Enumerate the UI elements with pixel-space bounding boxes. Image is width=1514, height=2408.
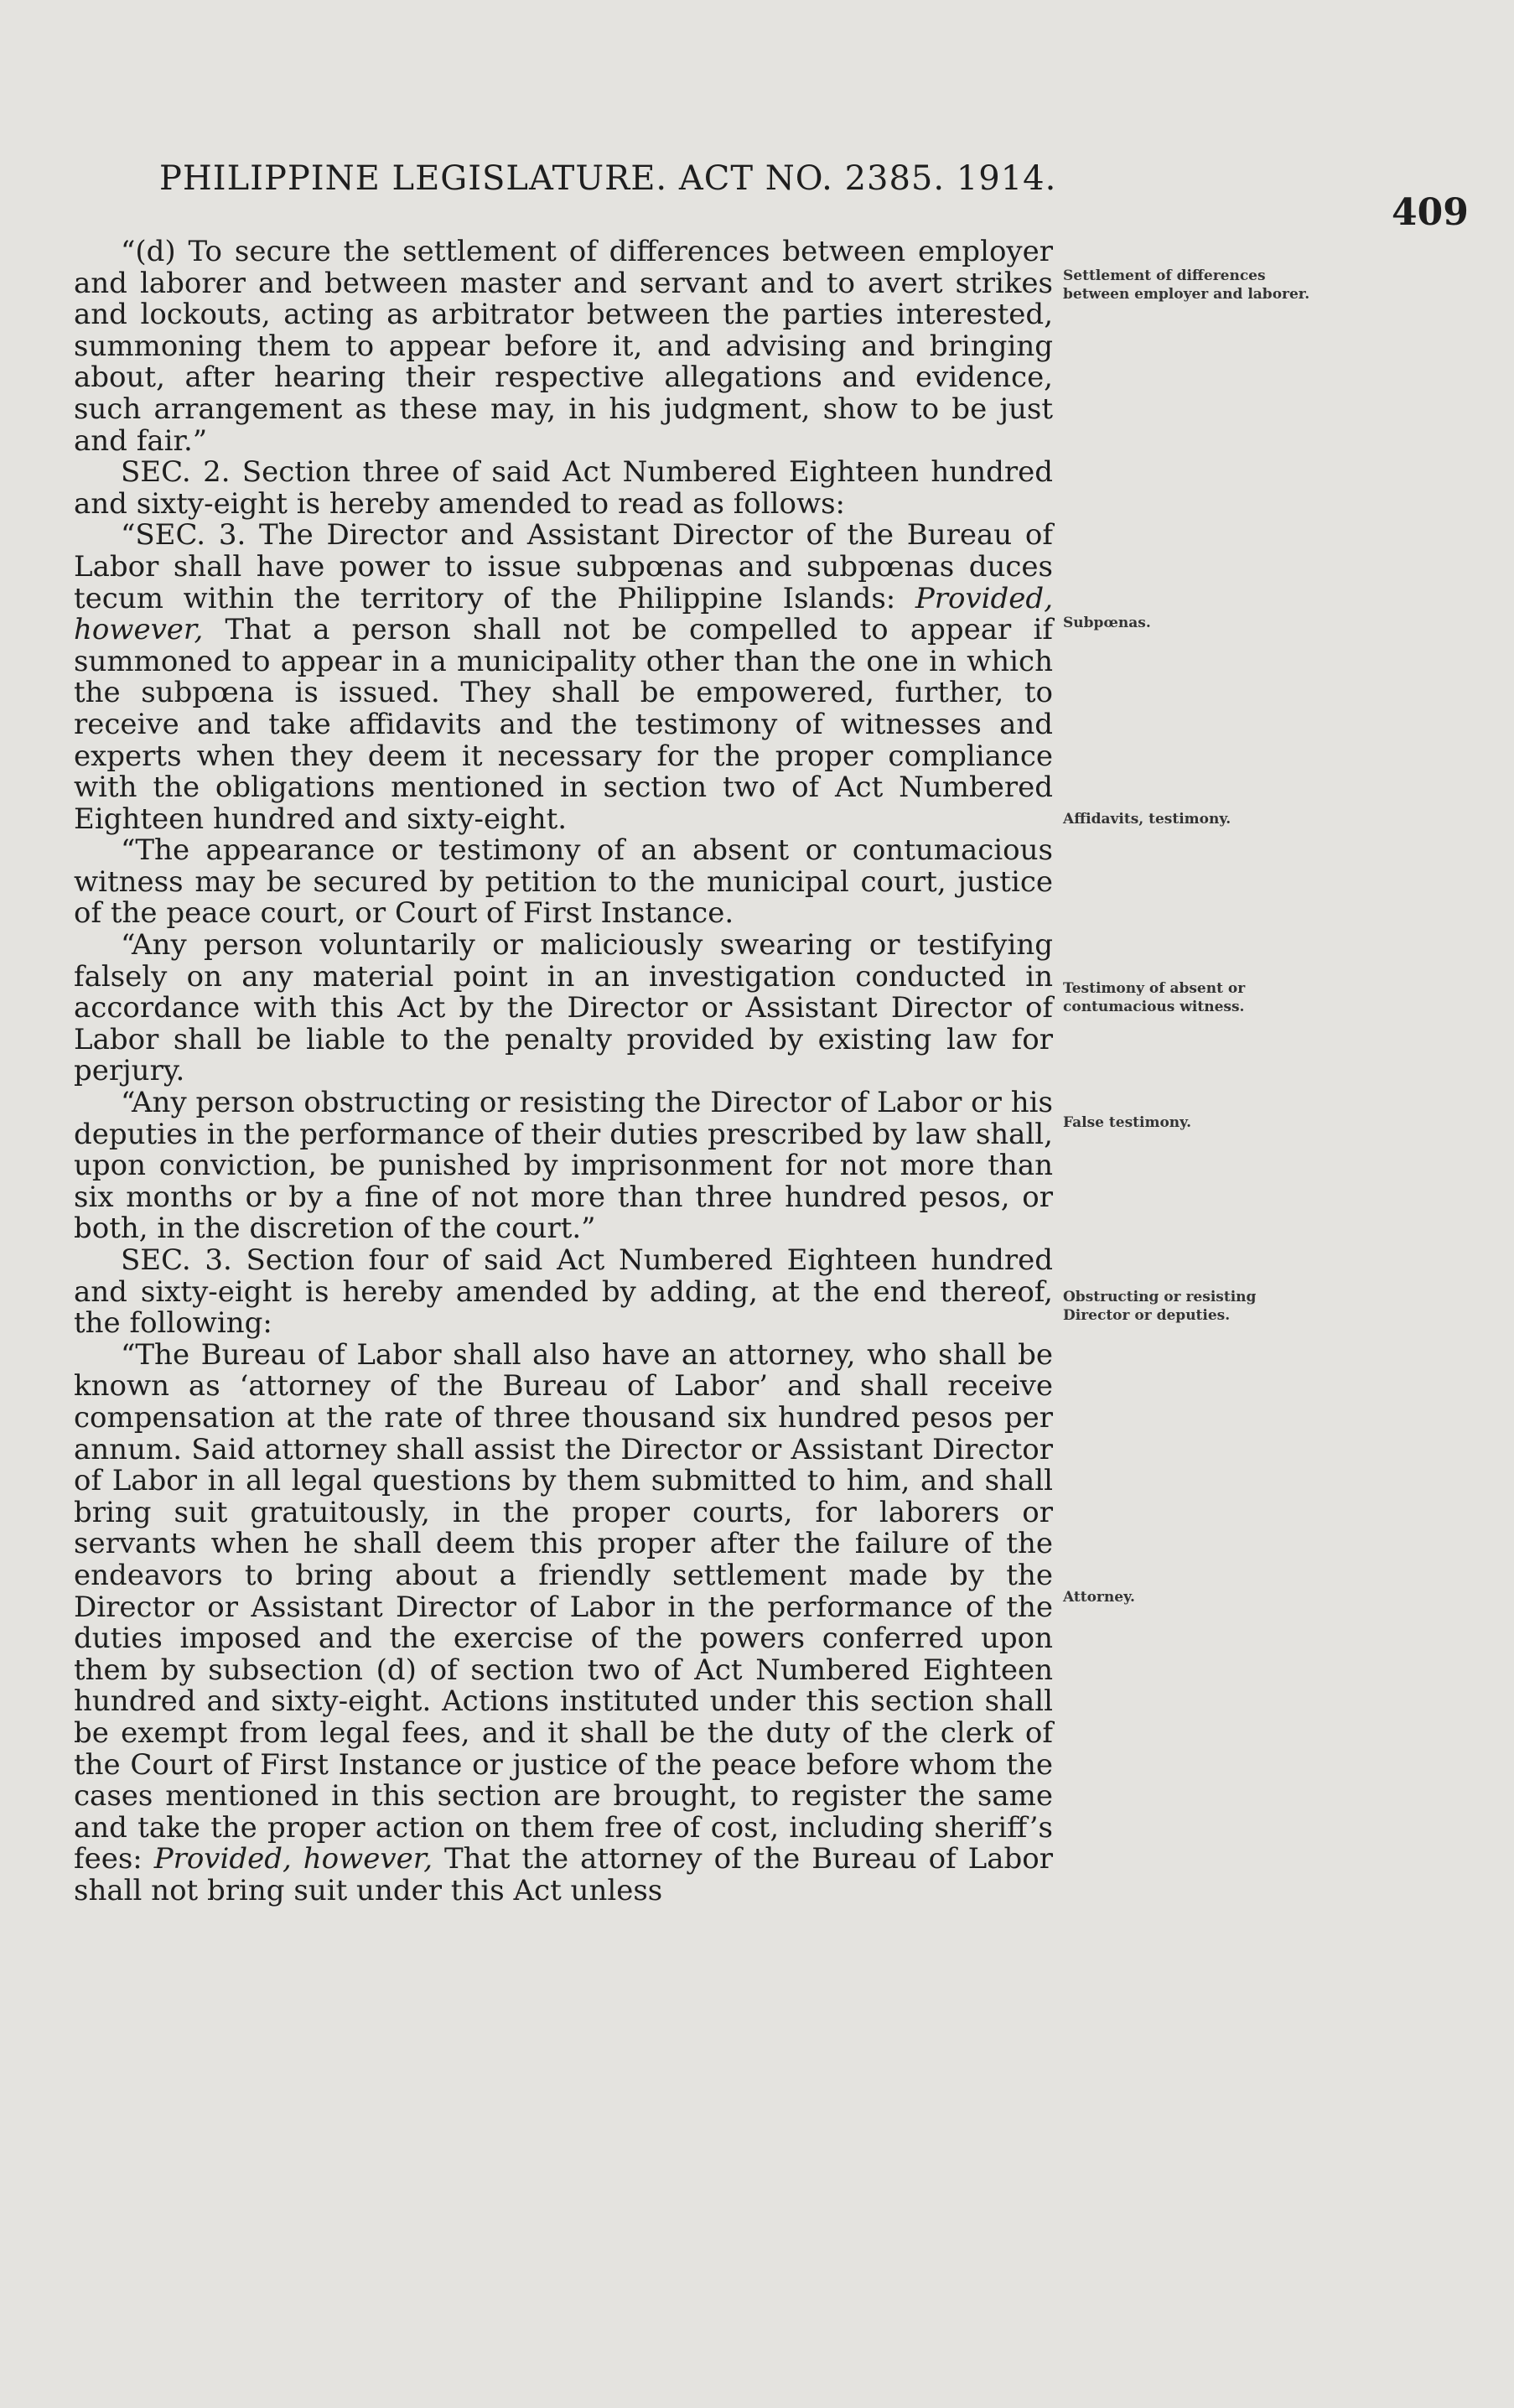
margin-note-affidavits: Affidavits, testimony.	[1063, 811, 1231, 828]
body-text	[74, 236, 1053, 1907]
paragraph-subsection-d: “(d) To secure the settlement of differences between employer and laborer and between master and servant and to avert strikes and lockouts, acting as arbitrator between the parties interested, summoning them to appear before it, and advising and bringing about, after hearing their respective allegations and evidence, such arrangement as these may, in his judgment, show to be just and fair.”	[74, 235, 1053, 458]
text-run: That the attorney of the Bureau of Labor shall not bring suit under this Act unless	[74, 1842, 1053, 1907]
proviso-italic: Provided, however,	[153, 1842, 433, 1876]
margin-note-false-testimony: False testimony.	[1063, 1114, 1191, 1131]
text-run: “The Bureau of Labor shall also have an attorney, who shall be known as ‘attorney of the Bureau of Labor’ and shall receive compensation at the rate of three thousand six hundred pesos per annum. Said attorney shall assist the Director or Assistant Director of Labor in all legal questions by them submitted to him, and shall bring suit gratuitously, in the proper courts, for laborers or servants when he shall deem this proper after the failure of the endeavors to bring about a friendly settlement made by the Director or Assistant Director of Labor in the performance of the duties imposed and the exercise of the powers conferred upon them by subsection (d) of section two of Act Numbered Eighteen hundred and sixty-eight. Actions instituted under this section shall be exempt from legal fees, and it shall be the duty of the clerk of the Court of First Instance or justice of the peace before whom the cases mentioned in this section are brought, to register the same and take the proper action on them free of cost, including sheriff’s fees:	[74, 1337, 1053, 1876]
paragraph-section-2: SEC. 2. Section three of said Act Numbered Eighteen hundred and sixty-eight is hereby amended to read as follows:	[74, 455, 1053, 521]
margin-note-obstructing: Obstructing or resisting Director or deputies.	[1063, 1289, 1257, 1324]
paragraph-section-3-amendment: SEC. 3. Section four of said Act Numbered Eighteen hundred and sixty-eight is hereby amended by adding, at the end thereof, the following:	[74, 1243, 1053, 1341]
text-run: That a person shall not be compelled to appear if summoned to appear in a municipality other than the one in which the subpœna is issued. They shall be empowered, further, to receive and take affidavits and the testimony of witnesses and experts when they deem it necessary for the proper compliance with the obligations mentioned in section two of Act Numbered Eighteen hundred and sixty-eight.	[74, 613, 1053, 836]
running-header: PHILIPPINE LEGISLATURE. ACT NO. 2385. 1914.	[159, 159, 1057, 198]
text-run: “SEC. 3. The Director and Assistant Director of the Bureau of Labor shall have power to issue subpœnas and subpœnas duces tecum within the territory of the Philippine Islands:	[74, 518, 1053, 615]
paragraph-obstructing: “Any person obstructing or resisting the Director of Labor or his deputies in the performance of their duties prescribed by law shall, upon conviction, be punished by imprisonment for not more than six months or by a fine of not more than three hundred pesos, or both, in the discretion of the court.”	[74, 1086, 1053, 1246]
paragraph-absent-witness: “The appearance or testimony of an absent or contumacious witness may be secured by petition to the municipal court, justice of the peace court, or Court of First Instance.	[74, 833, 1053, 931]
margin-note-attorney: Attorney.	[1063, 1589, 1135, 1606]
margin-note-testimony-absent: Testimony of absent or contumacious witness.	[1063, 980, 1246, 1015]
paragraph-false-testimony: “Any person voluntarily or maliciously swearing or testifying falsely on any material point in an investigation conducted in accordance with this Act by the Director or Assistant Director of Labor shall be liable to the penalty provided by existing law for perjury.	[74, 928, 1053, 1088]
paragraph-attorney	[74, 1337, 1053, 1907]
margin-note-subpoenas: Subpœnas.	[1063, 615, 1151, 631]
page-number: 409	[1392, 191, 1469, 234]
margin-note-settlement: Settlement of differences between employer and laborer.	[1063, 267, 1310, 303]
proviso-italic: Provided, however,	[74, 581, 1053, 647]
paragraph-section-3-subpoenas	[74, 520, 1053, 835]
